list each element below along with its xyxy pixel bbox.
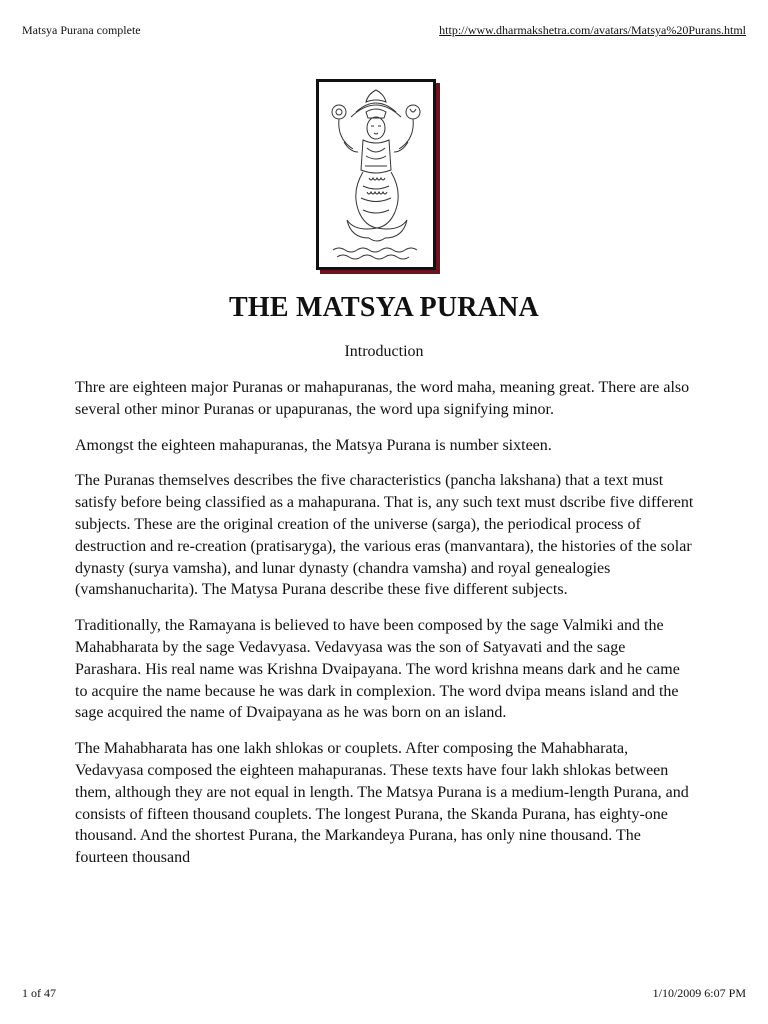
paragraph: Amongst the eighteen mahapuranas, the Matsya Purana is number sixteen. xyxy=(75,436,552,454)
paragraph: The Puranas themselves describes the five characteristics (pancha lakshana) that a text must satisfy before being classified as a mahapurana. That is, any such text must dscribe five different subjects. These are the original creation of the universe (sarga), the periodical process of destruction and re-creation (pratisaryga), the various eras (manvantara), the histories of the solar dynasty (surya vamsha), and lunar dynasty (chandra vamsha) and royal genealogies (vamshanucharita). The Matysa Purana describe these five different subjects. xyxy=(75,472,694,599)
section-subtitle: Introduction xyxy=(344,343,424,360)
matsya-avatar-illustration xyxy=(316,79,436,270)
matsya-avatar-icon xyxy=(319,82,433,267)
paragraph: Thre are eighteen major Puranas or mahapuranas, the word maha, meaning great. There are also several other minor Puranas or upapuranas, the word upa signifying minor. xyxy=(75,379,690,418)
page-number: 1 of 47 xyxy=(22,986,56,1000)
page-title: THE MATSYA PURANA xyxy=(229,292,539,323)
paragraph: The Mahabharata has one lakh shlokas or couplets. After composing the Mahabharata, Vedavyasa composed the eighteen mahapuranas. These texts have four lakh shlokas between them, although they are not equal in length. The Matsya Purana is a medium-length Purana, and consists of fifteen thousand couplets. The longest Purana, the Skanda Purana, has eighty-one thousand. And the shortest Purana, the Markandeya Purana, has only nine thousand. The fourteen thousand xyxy=(75,740,689,867)
paragraph: Traditionally, the Ramayana is believed to have been composed by the sage Valmiki and the Mahabharata by the sage Vedavyasa. Vedavyasa was the son of Satyavati and the sage Parashara. His real name was Krishna Dvaipayana. The word krishna means dark and he came to acquire the name because he was dark in complexion. The word dvipa means island and the sage acquired the name of Dvaipayana as he was born on an island. xyxy=(75,617,680,722)
document-title-header: Matsya Purana complete xyxy=(22,23,141,37)
document-body xyxy=(75,377,695,883)
print-timestamp: 1/10/2009 6:07 PM xyxy=(652,986,746,1000)
source-url-link[interactable]: http://www.dharmakshetra.com/avatars/Matsya%20Purans.html xyxy=(439,23,746,37)
